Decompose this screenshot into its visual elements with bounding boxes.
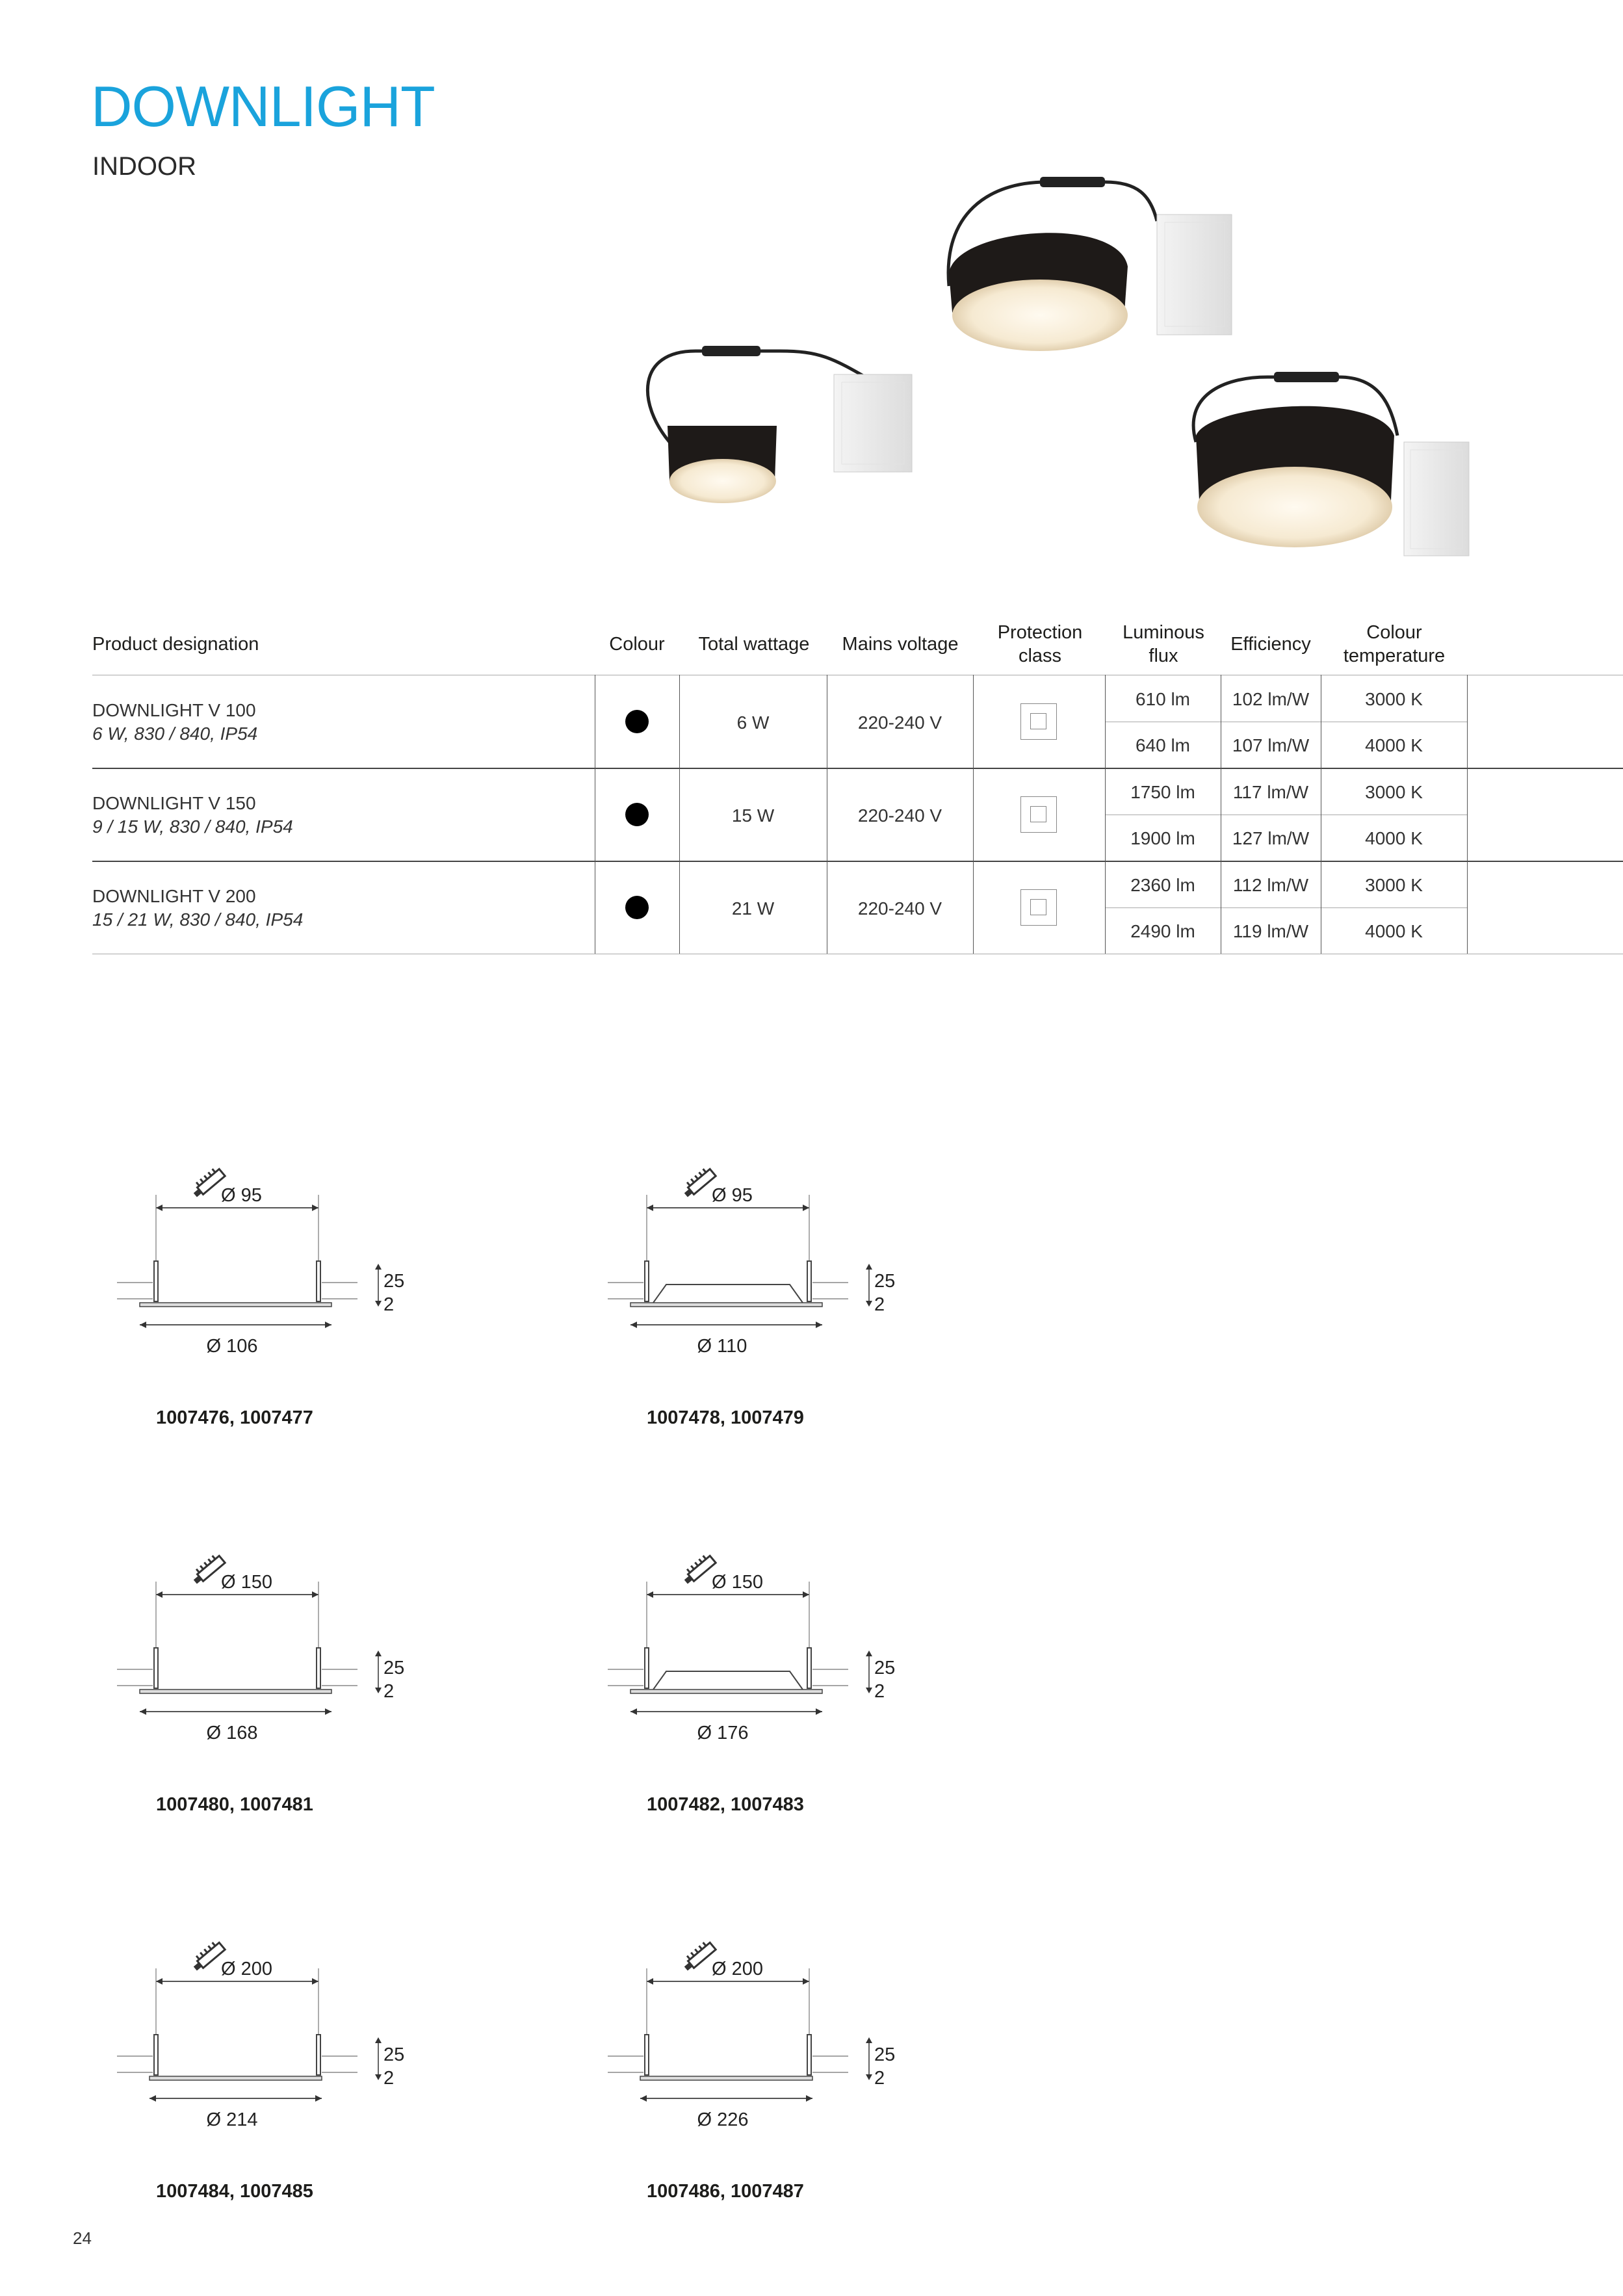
luminaire-flange	[140, 1689, 331, 1693]
wattage-value: 6 W	[736, 712, 770, 733]
wattage-value: 15 W	[731, 805, 775, 826]
flux-value: 1900 lm	[1130, 828, 1195, 848]
header-wattage: Total wattage	[698, 634, 810, 655]
downlight-large-image	[1193, 372, 1469, 556]
downlight-medium-image	[948, 177, 1232, 351]
article-number-caption: 1007486, 1007487	[647, 2181, 804, 2202]
spring-clip	[807, 2035, 811, 2075]
flange-label: 2	[383, 2068, 395, 2089]
luminaire-flange	[140, 1303, 331, 1307]
hole-saw-icon	[680, 1552, 716, 1585]
hole-saw-icon	[680, 1939, 716, 1972]
outer-diameter-label: Ø 214	[206, 2109, 258, 2130]
height-label: 25	[874, 2044, 896, 2065]
header-flux	[1105, 621, 1222, 668]
hole-saw-icon	[680, 1166, 716, 1199]
cutout-diameter-label: Ø 200	[712, 1959, 763, 1979]
spring-clip	[807, 1261, 811, 1301]
article-number-caption: 1007484, 1007485	[156, 2181, 313, 2202]
spring-clip	[645, 1648, 649, 1688]
dimension-drawing	[97, 1544, 435, 1752]
page-subtitle: INDOOR	[92, 152, 196, 181]
protection-class-ii-icon	[1020, 703, 1057, 740]
dimension-drawing	[588, 1544, 926, 1752]
flux-value: 2490 lm	[1130, 921, 1195, 941]
luminaire-flange	[640, 2076, 812, 2080]
efficiency-value: 102 lm/W	[1232, 689, 1310, 709]
product-spec: 9 / 15 W, 830 / 840, IP54	[92, 816, 293, 837]
wattage-value: 21 W	[731, 898, 775, 919]
header-flux-line2: flux	[1149, 646, 1178, 666]
colour-swatch-black	[625, 896, 649, 919]
flange-label: 2	[874, 2068, 885, 2089]
efficiency-value: 117 lm/W	[1232, 782, 1309, 802]
flange-label: 2	[874, 1294, 885, 1315]
luminaire-flange	[149, 2076, 322, 2080]
header-efficiency: Efficiency	[1230, 634, 1311, 655]
flux-value: 640 lm	[1135, 735, 1191, 755]
luminaire-flange	[630, 1303, 822, 1307]
header-product: Product designation	[92, 634, 259, 655]
flux-value: 610 lm	[1135, 689, 1191, 709]
voltage-value: 220-240 V	[857, 898, 942, 919]
flux-value: 1750 lm	[1130, 782, 1195, 802]
luminaire-body	[653, 1285, 803, 1303]
outer-diameter-label: Ø 168	[206, 1723, 258, 1743]
outer-diameter-label: Ø 106	[206, 1336, 258, 1357]
protection-class-ii-icon	[1020, 796, 1057, 833]
height-label: 25	[874, 1271, 896, 1292]
table-column-rule	[1467, 675, 1468, 954]
luminaire-flange	[630, 1689, 822, 1693]
flange-label: 2	[874, 1681, 885, 1702]
colour-temp-value: 3000 K	[1365, 782, 1423, 802]
colour-temp-value: 4000 K	[1365, 735, 1423, 755]
product-v100	[92, 699, 257, 746]
dimension-drawing	[97, 1157, 435, 1365]
height-label: 25	[383, 2044, 405, 2065]
spring-clip	[154, 2035, 158, 2075]
product-v150	[92, 792, 293, 839]
height-label: 25	[874, 1658, 896, 1678]
table-row-rule	[92, 768, 1623, 769]
table-subrow-rule	[1105, 907, 1467, 908]
header-temp-line2: temperature	[1343, 646, 1446, 666]
product-photo	[624, 156, 1482, 598]
outer-diameter-label: Ø 226	[697, 2109, 749, 2130]
cutout-diameter-label: Ø 150	[712, 1572, 763, 1593]
header-protection-line2: class	[1018, 646, 1062, 666]
spring-clip	[645, 2035, 649, 2075]
table-column-rule	[973, 675, 974, 954]
dimension-drawing	[588, 1931, 926, 2139]
colour-temp-value: 4000 K	[1365, 828, 1423, 848]
header-temp-line1: Colour	[1366, 622, 1422, 643]
efficiency-value: 127 lm/W	[1232, 828, 1310, 848]
article-number-caption: 1007478, 1007479	[647, 1407, 804, 1428]
colour-temp-value: 3000 K	[1365, 689, 1423, 709]
downlight-small-image	[647, 346, 912, 503]
cutout-diameter-label: Ø 95	[221, 1185, 262, 1206]
header-colour: Colour	[609, 634, 665, 655]
efficiency-value: 119 lm/W	[1232, 921, 1309, 941]
cutout-diameter-label: Ø 95	[712, 1185, 753, 1206]
product-v200	[92, 885, 303, 932]
dimension-drawing	[588, 1157, 926, 1365]
product-name: DOWNLIGHT V 200	[92, 886, 256, 906]
protection-class-ii-icon	[1020, 889, 1057, 926]
hole-saw-icon	[189, 1939, 225, 1972]
cutout-diameter-label: Ø 200	[221, 1959, 272, 1979]
header-colour-temperature	[1323, 621, 1466, 668]
dimension-drawing	[97, 1931, 435, 2139]
table-row-rule	[92, 861, 1623, 862]
page-number: 24	[73, 2228, 92, 2248]
header-voltage: Mains voltage	[842, 634, 959, 655]
cutout-diameter-label: Ø 150	[221, 1572, 272, 1593]
spring-clip	[154, 1261, 158, 1301]
header-protection	[975, 621, 1105, 668]
spring-clip	[317, 2035, 320, 2075]
spring-clip	[807, 1648, 811, 1688]
flange-label: 2	[383, 1681, 395, 1702]
product-spec: 15 / 21 W, 830 / 840, IP54	[92, 909, 304, 930]
voltage-value: 220-240 V	[857, 805, 942, 826]
spring-clip	[154, 1648, 158, 1688]
efficiency-value: 107 lm/W	[1232, 735, 1310, 755]
product-spec: 6 W, 830 / 840, IP54	[92, 724, 258, 744]
colour-swatch-black	[625, 803, 649, 826]
outer-diameter-label: Ø 110	[697, 1336, 747, 1357]
page-title: DOWNLIGHT	[91, 74, 435, 138]
hole-saw-icon	[189, 1166, 225, 1199]
product-name: DOWNLIGHT V 150	[92, 793, 256, 813]
voltage-value: 220-240 V	[857, 712, 942, 733]
height-label: 25	[383, 1658, 405, 1678]
outer-diameter-label: Ø 176	[697, 1723, 749, 1743]
colour-temp-value: 3000 K	[1365, 875, 1423, 895]
hole-saw-icon	[189, 1552, 225, 1585]
product-name: DOWNLIGHT V 100	[92, 700, 256, 720]
flange-label: 2	[383, 1294, 395, 1315]
luminaire-body	[653, 1671, 803, 1689]
flux-value: 2360 lm	[1130, 875, 1195, 895]
header-protection-line1: Protection	[997, 622, 1083, 643]
article-number-caption: 1007480, 1007481	[156, 1794, 313, 1815]
colour-temp-value: 4000 K	[1365, 921, 1423, 941]
height-label: 25	[383, 1271, 405, 1292]
article-number-caption: 1007482, 1007483	[647, 1794, 804, 1815]
article-number-caption: 1007476, 1007477	[156, 1407, 313, 1428]
spring-clip	[645, 1261, 649, 1301]
colour-swatch-black	[625, 710, 649, 733]
spring-clip	[317, 1261, 320, 1301]
spring-clip	[317, 1648, 320, 1688]
efficiency-value: 112 lm/W	[1232, 875, 1309, 895]
header-flux-line1: Luminous	[1123, 622, 1204, 643]
table-column-rule	[1105, 675, 1106, 954]
